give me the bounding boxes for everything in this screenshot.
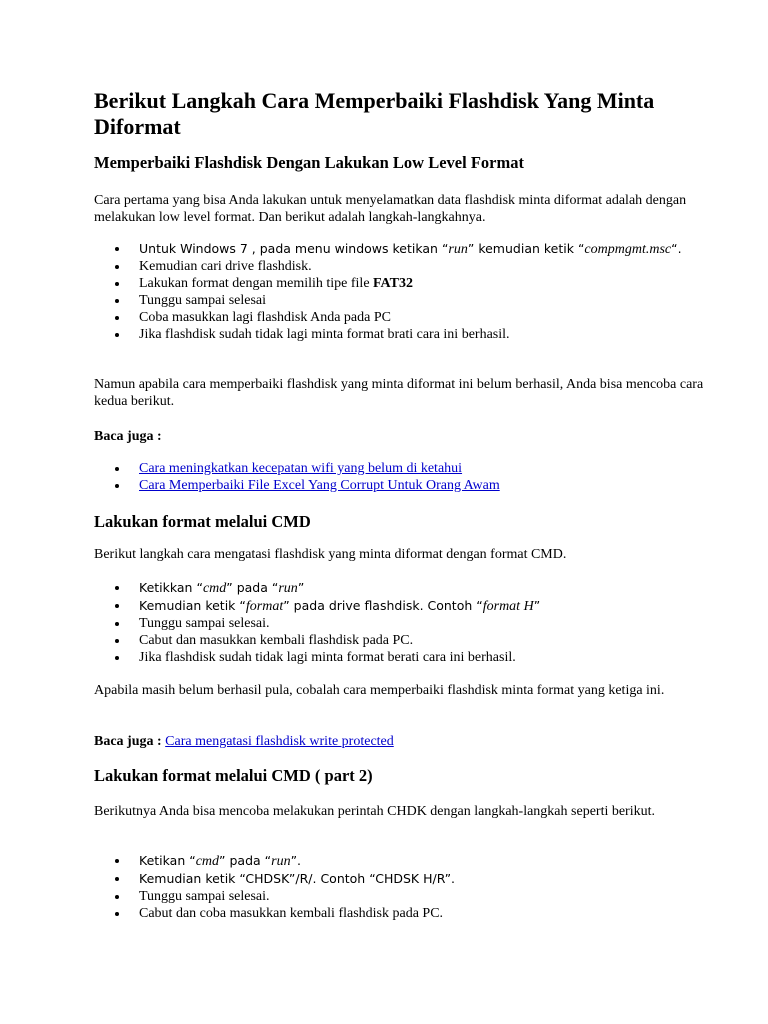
list-item: Coba masukkan lagi flashdisk Anda pada PC: [94, 309, 708, 326]
baca-juga-inline: Baca juga : Cara mengatasi flashdisk write protected: [94, 734, 394, 749]
list-item: Cabut dan masukkan kembali flashdisk pada PC.: [94, 632, 708, 649]
section1-intro-paragraph: Cara pertama yang bisa Anda lakukan untuk menyelamatkan data flashdisk minta diformat adalah dengan melakukan low level format. Dan berikut adalah langkah-langkahnya.: [94, 193, 687, 225]
section2-intro-paragraph: Berikut langkah cara mengatasi flashdisk yang minta diformat dengan format CMD.: [94, 547, 567, 562]
related-links-list: [94, 460, 708, 494]
section1-steps-list: [94, 240, 708, 343]
section-heading-cmd: Lakukan format melalui CMD: [94, 512, 311, 531]
list-item: Ketikkan “cmd” pada “run”: [94, 579, 708, 597]
related-link-excel[interactable]: Cara Memperbaiki File Excel Yang Corrupt Untuk Orang Awam: [139, 478, 500, 493]
related-link-write-protected[interactable]: Cara mengatasi flashdisk write protected: [165, 734, 394, 749]
baca-juga-label: Baca juga :: [94, 429, 162, 444]
list-item: Kemudian ketik “CHDSK”/R/. Contoh “CHDSK H/R”.: [94, 870, 708, 888]
list-item: Cabut dan coba masukkan kembali flashdisk pada PC.: [94, 905, 708, 922]
list-item: Lakukan format dengan memilih tipe file FAT32: [94, 275, 708, 292]
list-item: Untuk Windows 7 , pada menu windows ketikan “run” kemudian ketik “compmgmt.msc“.: [94, 240, 708, 258]
list-item: Kemudian cari drive flashdisk.: [94, 258, 708, 275]
section-heading-cmd-part-2: Lakukan format melalui CMD ( part 2): [94, 766, 373, 785]
section3-steps-list: [94, 852, 708, 922]
section1-outro-paragraph: Namun apabila cara memperbaiki flashdisk yang minta diformat ini belum berhasil, Anda bisa mencoba cara kedua berikut.: [94, 377, 704, 409]
page-title: Berikut Langkah Cara Memperbaiki Flashdisk Yang Minta Diformat: [94, 88, 655, 139]
section-heading-low-level-format: Memperbaiki Flashdisk Dengan Lakukan Low Level Format: [94, 153, 524, 172]
list-item: [94, 460, 708, 477]
list-item: Kemudian ketik “format” pada drive flashdisk. Contoh “format H”: [94, 597, 708, 615]
section2-steps-list: [94, 579, 708, 666]
section3-intro-paragraph: Berikutnya Anda bisa mencoba melakukan perintah CHDK dengan langkah-langkah seperti berikut.: [94, 804, 655, 819]
list-item: Tunggu sampai selesai.: [94, 615, 708, 632]
section2-outro-paragraph: Apabila masih belum berhasil pula, cobalah cara memperbaiki flashdisk minta format yang ketiga ini.: [94, 683, 665, 698]
list-item: [94, 477, 708, 494]
list-item: Jika flashdisk sudah tidak lagi minta format berati cara ini berhasil.: [94, 649, 708, 666]
list-item: Tunggu sampai selesai.: [94, 888, 708, 905]
list-item: Jika flashdisk sudah tidak lagi minta format brati cara ini berhasil.: [94, 326, 708, 343]
related-link-wifi[interactable]: Cara meningkatkan kecepatan wifi yang belum di ketahui: [139, 461, 463, 476]
list-item: Tunggu sampai selesai: [94, 292, 708, 309]
list-item: Ketikan “cmd” pada “run”.: [94, 852, 708, 870]
